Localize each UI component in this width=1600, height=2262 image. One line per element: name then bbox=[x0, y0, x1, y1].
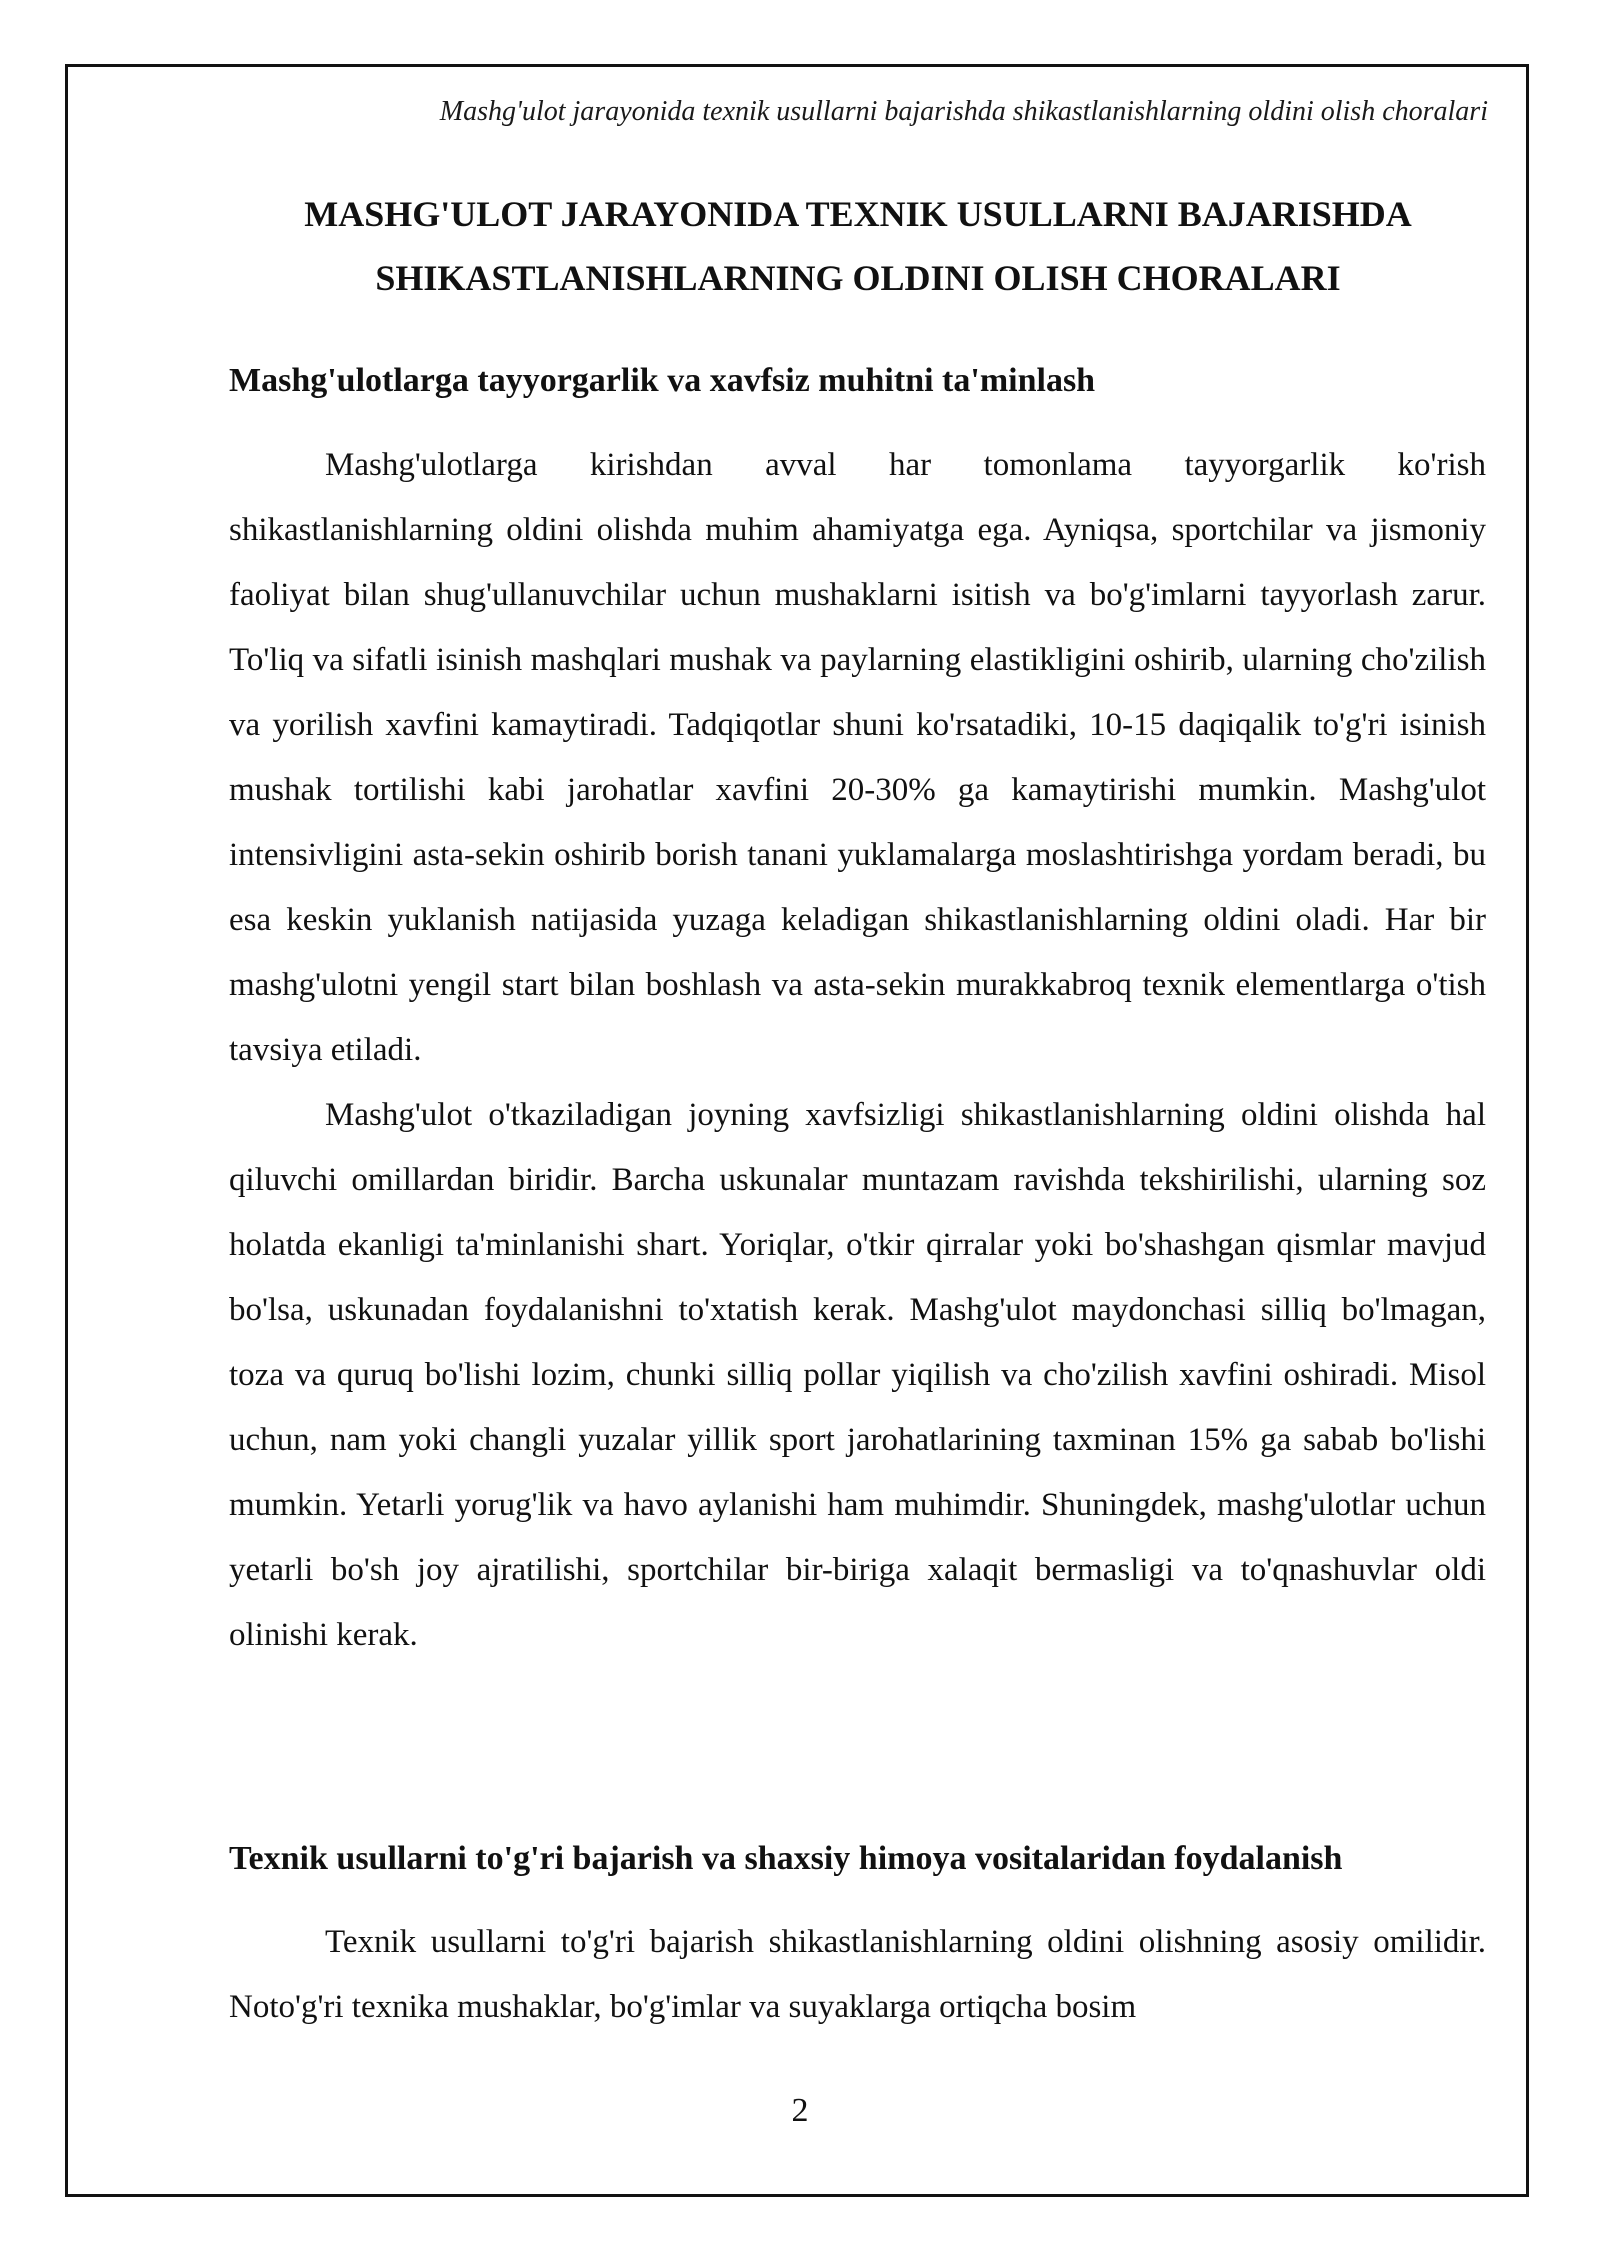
section-1-body bbox=[229, 433, 1486, 1668]
paragraph: Mashg'ulotlarga kirishdan avval har tomonlama tayyorgarlik ko'rish shikastlanishlarning oldini olishda muhim ahamiyatga ega. Ayniqsa, sportchilar va jismoniy faoliyat bilan shug'ullanuvchilar uchun mushaklarni isitish va bo'g'imlarni tayyorlash zarur. To'liq va sifatli isinish mashqlari mushak va paylarning elastikligini oshirib, ularning cho'zilish va yorilish xavfini kamaytiradi. Tadqiqotlar shuni ko'rsatadiki, 10-15 daqiqalik to'g'ri isinish mushak tortilishi kabi jarohatlar xavfini 20-30% ga kamaytirishi mumkin. Mashg'ulot intensivligini asta-sekin oshirib borish tanani yuklamalarga moslashtirishga yordam beradi, bu esa keskin yuklanish natijasida yuzaga keladigan shikastlanishlarning oldini oladi. Har bir mashg'ulotni yengil start bilan boshlash va asta-sekin murakkabroq texnik elementlarga o'tish tavsiya etiladi. bbox=[229, 447, 1486, 1068]
document-title bbox=[228, 182, 1488, 310]
section-heading-2: Texnik usullarni to'g'ri bajarish va shaxsiy himoya vositalaridan foydalanish bbox=[229, 1840, 1343, 1877]
section-2-body bbox=[229, 1910, 1486, 2040]
title-line-2: SHIKASTLANISHLARNING OLDINI OLISH CHORALARI bbox=[375, 258, 1341, 298]
title-line-1: MASHG'ULOT JARAYONIDA TEXNIK USULLARNI BAJARISHDA bbox=[304, 194, 1412, 234]
running-header: Mashg'ulot jarayonida texnik usullarni bajarishda shikastlanishlarning oldini olish choralari bbox=[439, 96, 1488, 127]
page-number: 2 bbox=[791, 2092, 809, 2129]
section-heading-1: Mashg'ulotlarga tayyorgarlik va xavfsiz muhitni ta'minlash bbox=[229, 362, 1096, 399]
paragraph: Texnik usullarni to'g'ri bajarish shikastlanishlarning oldini olishning asosiy omilidir. Noto'g'ri texnika mushaklar, bo'g'imlar va suyaklarga ortiqcha bosim bbox=[229, 1924, 1486, 2025]
paragraph: Mashg'ulot o'tkaziladigan joyning xavfsizligi shikastlanishlarning oldini olishda hal qiluvchi omillardan biridir. Barcha uskunalar muntazam ravishda tekshirilishi, ularning soz holatda ekanligi ta'minlanishi shart. Yoriqlar, o'tkir qirralar yoki bo'shashgan qismlar mavjud bo'lsa, uskunadan foydalanishni to'xtatish kerak. Mashg'ulot maydonchasi silliq bo'lmagan, toza va quruq bo'lishi lozim, chunki silliq pollar yiqilish va cho'zilish xavfini oshiradi. Misol uchun, nam yoki changli yuzalar yillik sport jarohatlarining taxminan 15% ga sabab bo'lishi mumkin. Yetarli yorug'lik va havo aylanishi ham muhimdir. Shuningdek, mashg'ulotlar uchun yetarli bo'sh joy ajratilishi, sportchilar bir-biriga xalaqit bermasligi va to'qnashuvlar oldi olinishi kerak. bbox=[229, 1097, 1486, 1653]
